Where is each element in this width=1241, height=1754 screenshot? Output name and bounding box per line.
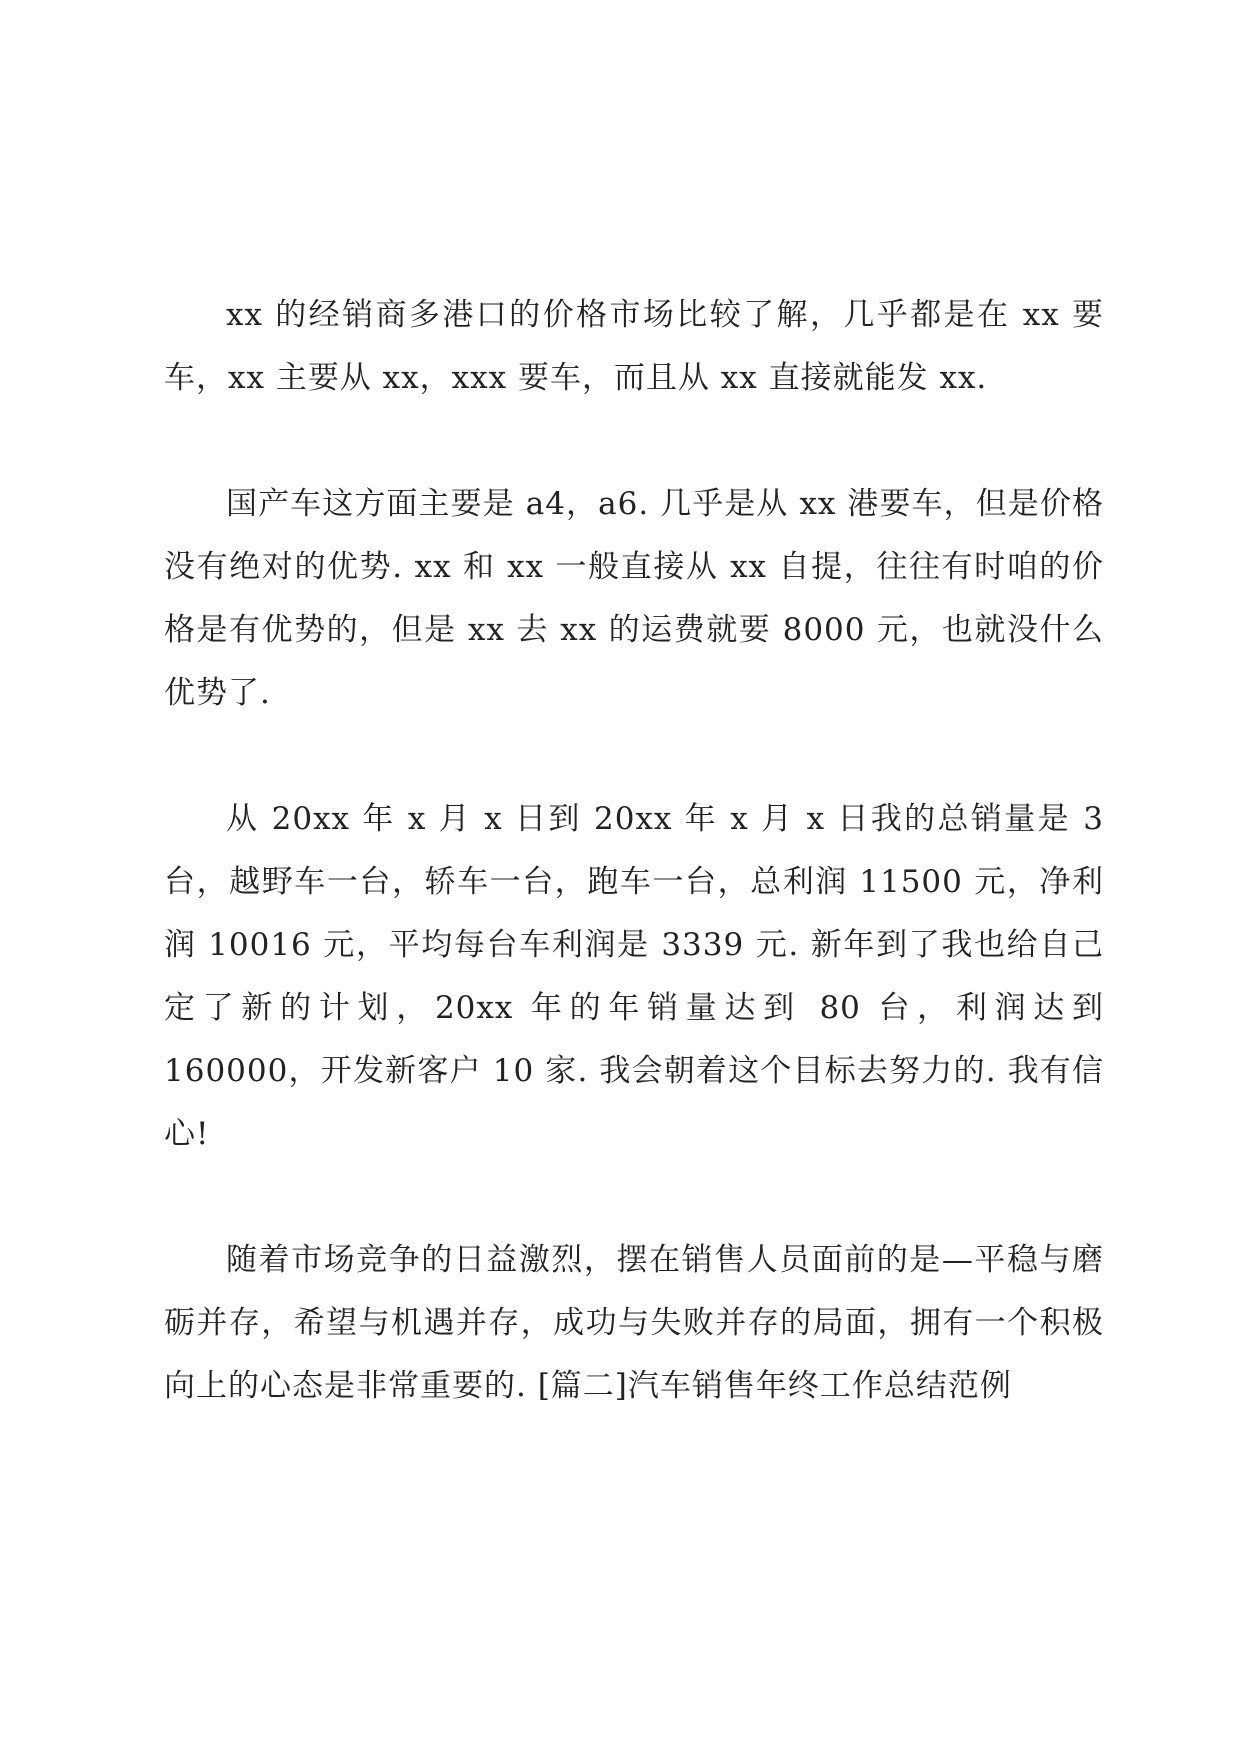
paragraph-market-competition: 随着市场竞争的日益激烈，摆在销售人员面前的是—平稳与磨砺并存，希望与机遇并存，成功与失败并存的局面，拥有一个积极向上的心态是非常重要的. [篇二]汽车销售年终工作总结范例 bbox=[164, 1242, 1104, 1404]
paragraph-sales-results: 从 20xx 年 x 月 x 日到 20xx 年 x 月 x 日我的总销量是 3 台，越野车一台，轿车一台，跑车一台，总利润 11500 元，净利润 10016 元，平均每台车利润是 3339 元. 新年到了我也给自己定了新的计划，20xx 年的年销量达到 80 台，利润达到 160000，开发新客户 10 家. 我会朝着这个目标去努力的. 我有信心! bbox=[164, 801, 1104, 1152]
paragraph-dealer-market: xx 的经销商多港口的价格市场比较了解，几乎都是在 xx 要车，xx 主要从 xx，xxx 要车，而且从 xx 直接就能发 xx. bbox=[164, 297, 1104, 396]
paragraph-domestic-cars: 国产车这方面主要是 a4，a6. 几乎是从 xx 港要车，但是价格没有绝对的优势. xx 和 xx 一般直接从 xx 自提，往往有时咱的价格是有优势的，但是 xx 去 xx 的运费就要 8000 元，也就没什么优势了. bbox=[164, 486, 1104, 711]
document-body bbox=[164, 284, 1104, 1418]
